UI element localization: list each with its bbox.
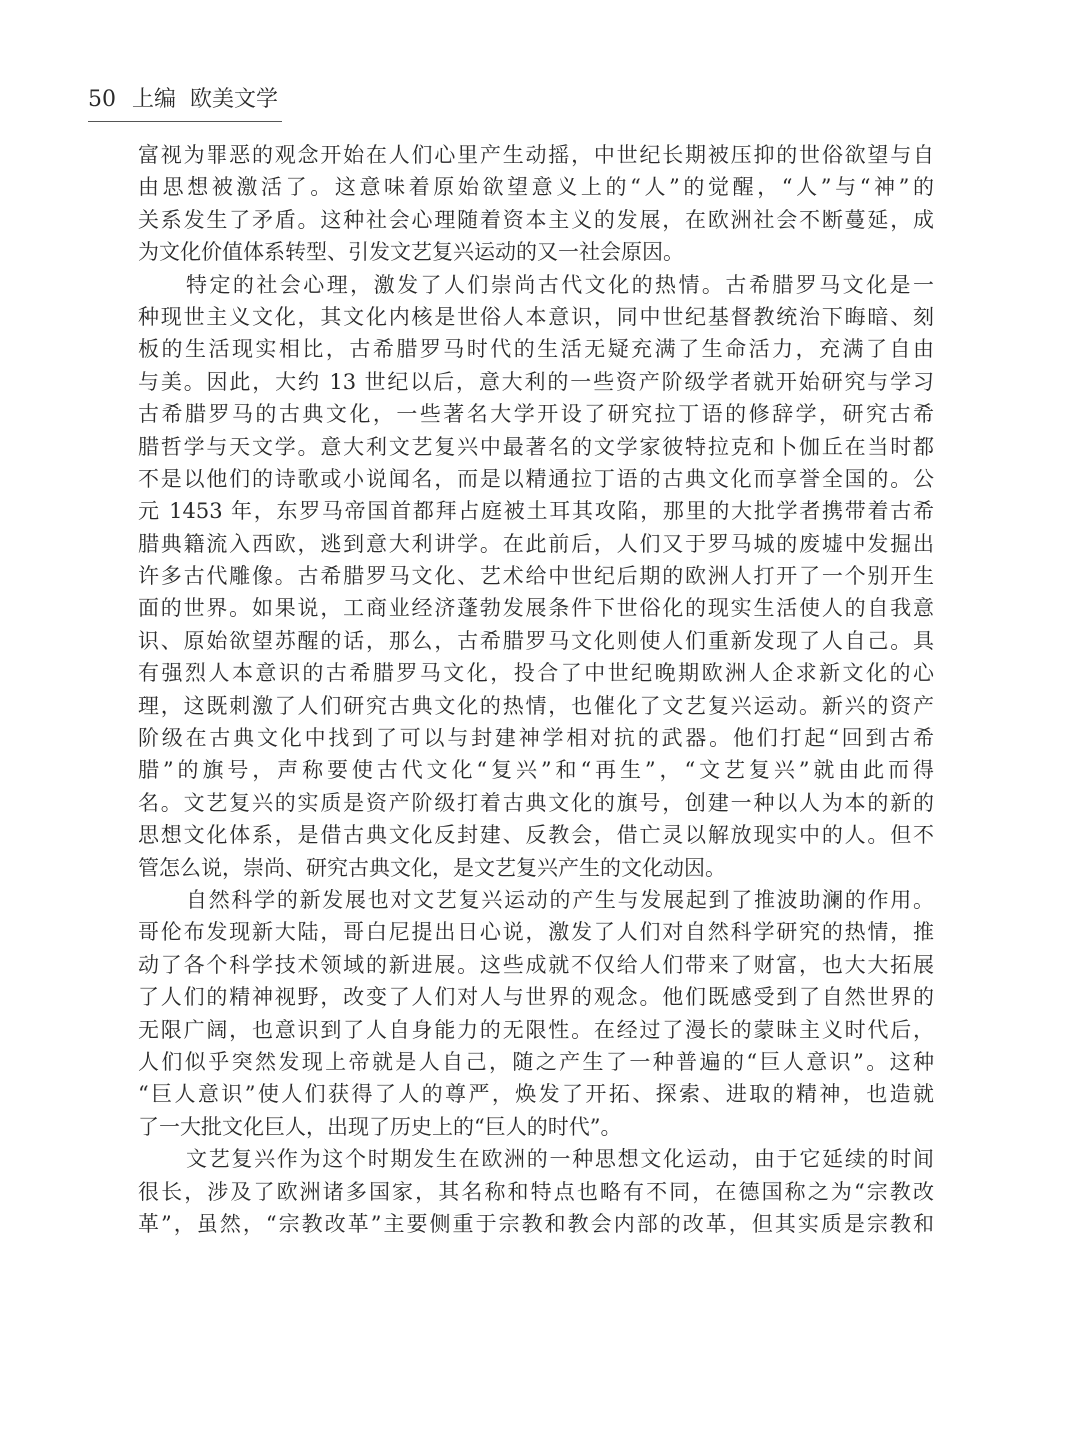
text-line: 人们似乎突然发现上帝就是人自己，随之产生了一种普遍的“巨人意识”。这种 [138, 1049, 934, 1074]
text-line: 古希腊罗马的古典文化，一些著名大学开设了研究拉丁语的修辞学，研究古希 [138, 402, 934, 427]
text-line: 由思想被激活了。这意味着原始欲望意义上的“人”的觉醒，“人”与“神”的 [138, 175, 934, 200]
text-line: 板的生活现实相比，古希腊罗马时代的生活无疑充满了生命活力，充满了自由 [138, 337, 934, 362]
text-line: 名。文艺复兴的实质是资产阶级打着古典文化的旗号，创建一种以人为本的新的 [138, 790, 934, 815]
text-line: 动了各个科学技术领域的新进展。这些成就不仅给人们带来了财富，也大大拓展 [138, 952, 934, 977]
text-line: 关系发生了矛盾。这种社会心理随着资本主义的发展，在欧洲社会不断蔓延，成 [138, 207, 934, 232]
text-line: 管怎么说，崇尚、研究古典文化，是文艺复兴产生的文化动因。 [138, 855, 726, 880]
text-line: 无限广阔，也意识到了人自身能力的无限性。在经过了漫长的蒙昧主义时代后， [138, 1017, 934, 1042]
text-line: 阶级在古典文化中找到了可以与封建神学相对抗的武器。他们打起“回到古希 [138, 726, 934, 751]
text-line: 许多古代雕像。古希腊罗马文化、艺术给中世纪后期的欧洲人打开了一个别开生 [138, 564, 934, 589]
section-label: 欧美文学 [190, 87, 279, 112]
text-line: 识、原始欲望苏醒的话，那么，古希腊罗马文化则使人们重新发现了人自己。具 [138, 628, 934, 653]
header-rule [88, 121, 282, 122]
text-line: 为文化价值体系转型、引发文艺复兴运动的又一社会原因。 [138, 240, 684, 265]
running-header [88, 80, 278, 120]
paragraph-first-line: 自然科学的新发展也对文艺复兴运动的产生与发展起到了推波助澜的作用。 [186, 887, 934, 912]
text-line: 思想文化体系，是借古典文化反封建、反教会，借亡灵以解放现实中的人。但不 [138, 823, 934, 848]
text-line: 了一大批文化巨人，出现了历史上的“巨人的时代”。 [138, 1114, 622, 1139]
text-line: 与美。因此，大约 13 世纪以后，意大利的一些资产阶级学者就开始研究与学习 [138, 369, 934, 394]
text-line: 腊哲学与天文学。意大利文艺复兴中最著名的文学家彼特拉克和卜伽丘在当时都 [138, 434, 934, 459]
text-line: 了人们的精神视野，改变了人们对人与世界的观念。他们既感受到了自然世界的 [138, 985, 934, 1010]
text-line: 腊典籍流入西欧，逃到意大利讲学。在此前后，人们又于罗马城的废墟中发掘出 [138, 531, 934, 556]
text-line: 革”，虽然，“宗教改革”主要侧重于宗教和教会内部的改革，但其实质是宗教和 [138, 1211, 934, 1236]
paragraph-first-line: 文艺复兴作为这个时期发生在欧洲的一种思想文化运动，由于它延续的时间 [186, 1147, 934, 1172]
body-text [138, 139, 934, 1240]
page-number: 50 [88, 87, 116, 112]
text-line: “巨人意识”使人们获得了人的尊严，焕发了开拓、探索、进取的精神，也造就 [138, 1082, 934, 1107]
text-line: 哥伦布发现新大陆，哥白尼提出日心说，激发了人们对自然科学研究的热情，推 [138, 920, 934, 945]
text-line: 有强烈人本意识的古希腊罗马文化，投合了中世纪晚期欧洲人企求新文化的心 [138, 661, 934, 686]
text-line: 不是以他们的诗歌或小说闻名，而是以精通拉丁语的古典文化而享誉全国的。公 [138, 466, 934, 491]
paragraph-first-line: 特定的社会心理，激发了人们崇尚古代文化的热情。古希腊罗马文化是一 [186, 272, 934, 297]
text-line: 很长，涉及了欧洲诸多国家，其名称和特点也略有不同，在德国称之为“宗教改 [138, 1179, 934, 1204]
text-line: 面的世界。如果说，工商业经济蓬勃发展条件下世俗化的现实生活使人的自我意 [138, 596, 934, 621]
text-line: 元 1453 年，东罗马帝国首都拜占庭被土耳其攻陷，那里的大批学者携带着古希 [138, 499, 934, 524]
text-line: 腊”的旗号，声称要使古代文化“复兴”和“再生”，“文艺复兴”就由此而得 [138, 758, 934, 783]
text-line: 理，这既刺激了人们研究古典文化的热情，也催化了文艺复兴运动。新兴的资产 [138, 693, 934, 718]
text-line: 富视为罪恶的观念开始在人们心里产生动摇，中世纪长期被压抑的世俗欲望与自 [138, 143, 934, 167]
part-label: 上编 [132, 87, 177, 112]
text-line: 种现世主义文化，其文化内核是世俗人本意识，同中世纪基督教统治下晦暗、刻 [138, 304, 934, 329]
